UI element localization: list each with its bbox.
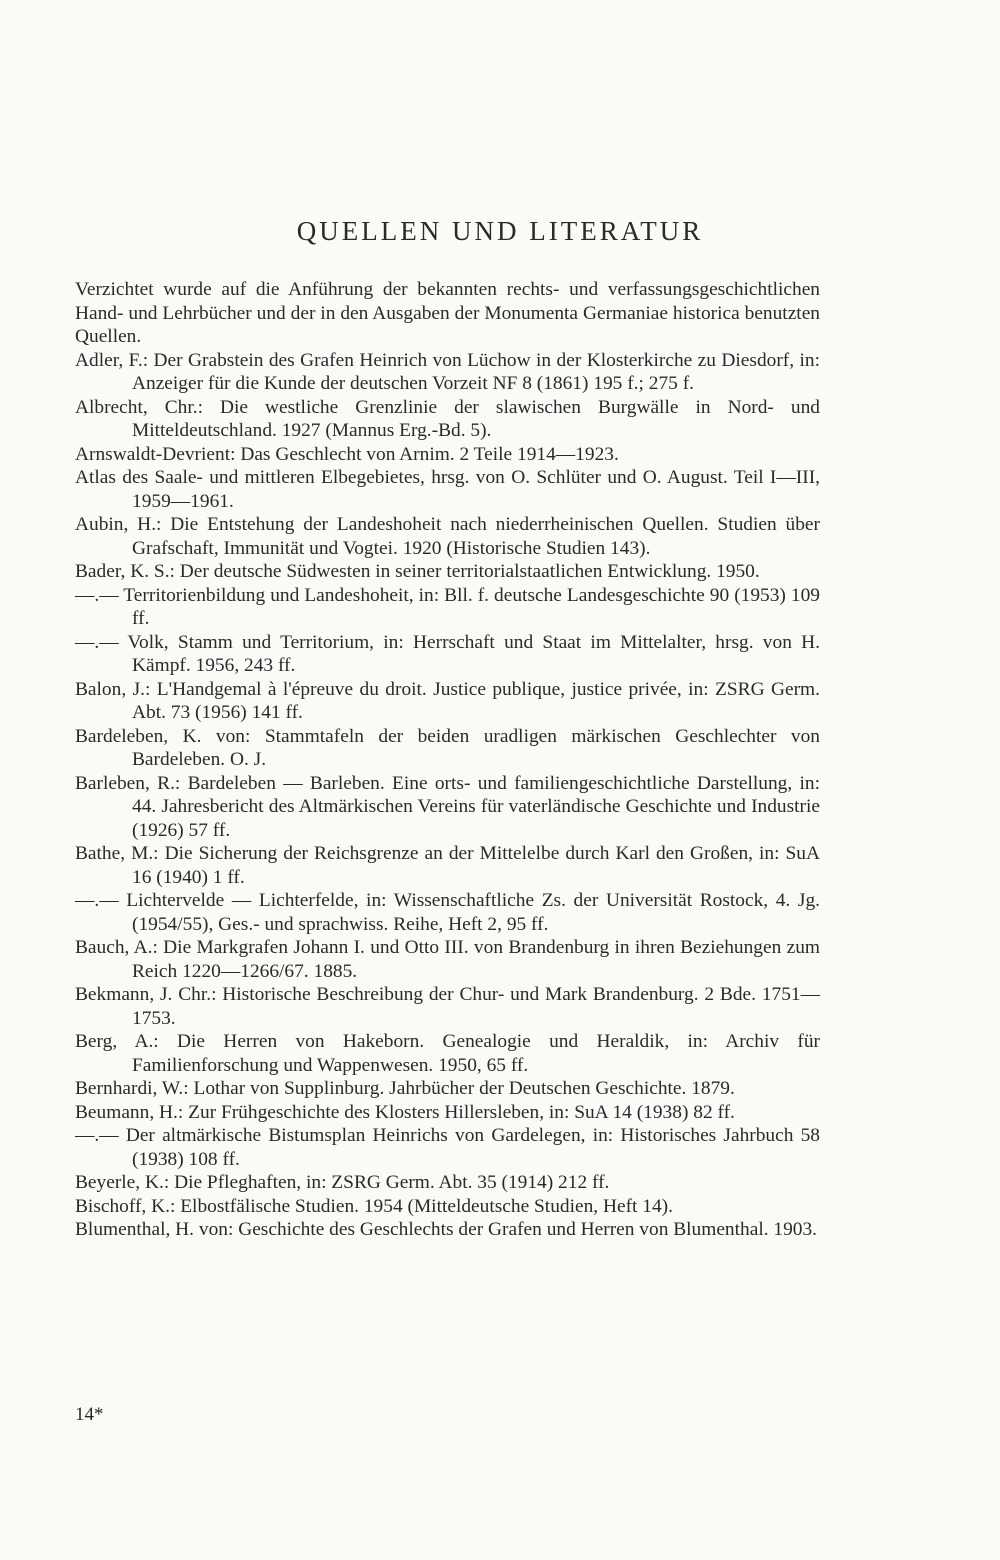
bibliography-entry: Barleben, R.: Bardeleben — Barleben. Eine orts- und familiengeschichtliche Darstellung, in: 44. Jahresbericht des Altmärkischen Vereins für vaterländische Geschichte und Industrie (1926) 57 ff. [75,772,820,841]
bibliography-entry: Albrecht, Chr.: Die westliche Grenzlinie der slawischen Burgwälle in Nord- und Mitteldeutschland. 1927 (Mannus Erg.-Bd. 5). [75,396,820,441]
bibliography-entry: Bauch, A.: Die Markgrafen Johann I. und Otto III. von Brandenburg in ihren Beziehungen zum Reich 1220—1266/67. 1885. [75,937,820,982]
bibliography-entry: Bathe, M.: Die Sicherung der Reichsgrenze an der Mittelelbe durch Karl den Großen, in: SuA 16 (1940) 1 ff. [75,843,820,888]
bibliography-entry: Aubin, H.: Die Entstehung der Landeshoheit nach niederrheinischen Quellen. Studien über Grafschaft, Immunität und Vogtei. 1920 (Historische Studien 143). [75,514,820,559]
bibliography-entry: —.— Territorienbildung und Landeshoheit, in: Bll. f. deutsche Landesgeschichte 90 (1953) 109 ff. [75,584,820,629]
bibliography-entry: Bekmann, J. Chr.: Historische Beschreibung der Chur- und Mark Brandenburg. 2 Bde. 1751—1753. [75,984,820,1029]
bibliography-entry: Beumann, H.: Zur Frühgeschichte des Klosters Hillersleben, in: SuA 14 (1938) 82 ff. [75,1101,735,1123]
bibliography-entry: Atlas des Saale- und mittleren Elbegebietes, hrsg. von O. Schlüter und O. August. Teil I—III, 1959—1961. [75,467,820,512]
bibliography-entry: Blumenthal, H. von: Geschichte des Geschlechts der Grafen und Herren von Blumenthal. 1903. [75,1219,818,1240]
bibliography-entry: —.— Volk, Stamm und Territorium, in: Herrschaft und Staat im Mittelalter, hrsg. von H. Kämpf. 1956, 243 ff. [75,631,820,676]
bibliography-entry: Balon, J.: L'Handgemal à l'épreuve du droit. Justice publique, justice privée, in: ZSRG Germ. Abt. 73 (1956) 141 ff. [75,678,820,723]
bibliography-entry: Adler, F.: Der Grabstein des Grafen Heinrich von Lüchow in der Klosterkirche zu Diesdorf, in: Anzeiger für die Kunde der deutschen Vorzeit NF 8 (1861) 195 f.; 275 f. [75,349,820,394]
bibliography-entry: Beyerle, K.: Die Pfleghaften, in: ZSRG Germ. Abt. 35 (1914) 212 ff. [75,1172,610,1193]
bibliography-entry: Bischoff, K.: Elbostfälische Studien. 1954 (Mitteldeutsche Studien, Heft 14). [75,1195,673,1217]
page-heading: QUELLEN UND LITERATUR [296,216,704,246]
page-signature: 14* [75,1404,104,1425]
bibliography-entry: —.— Lichtervelde — Lichterfelde, in: Wissenschaftliche Zs. der Universität Rostock, 4. Jg. (1954/55), Ges.- und sprachwiss. Reihe, Heft 2, 95 ff. [75,890,820,935]
bibliography-entry: Bernhardi, W.: Lothar von Supplinburg. Jahrbücher der Deutschen Geschichte. 1879. [75,1078,735,1099]
bibliography-entry: Arnswaldt-Devrient: Das Geschlecht von Arnim. 2 Teile 1914—1923. [75,443,619,465]
bibliography-entry: Bardeleben, K. von: Stammtafeln der beiden uradligen märkischen Geschlechter von Bardeleben. O. J. [75,725,820,770]
bibliography-entry: Bader, K. S.: Der deutsche Südwesten in seiner territorialstaatlichen Entwicklung. 1950. [75,561,760,582]
bibliography-list [75,349,820,1242]
bibliography-entry: Berg, A.: Die Herren von Hakeborn. Genealogie und Heraldik, in: Archiv für Familienforschung und Wappenwesen. 1950, 65 ff. [75,1031,820,1076]
bibliography-entry: —.— Der altmärkische Bistumsplan Heinrichs von Gardelegen, in: Historisches Jahrbuch 58 (1938) 108 ff. [75,1125,820,1170]
bibliography-body [75,278,820,1242]
intro-paragraph: Verzichtet wurde auf die Anführung der bekannten rechts- und verfassungsgeschichtlichen Hand- und Lehrbücher und der in den Ausgaben der Monumenta Germaniae historica benutzten Quellen. [75,279,820,347]
